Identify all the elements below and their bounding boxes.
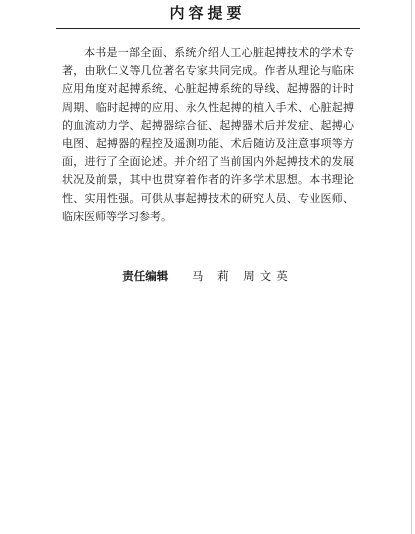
- editor-name-2: 周文英: [243, 269, 293, 283]
- page-title: 内容提要: [169, 4, 246, 22]
- editor-name-1: 马 莉: [191, 269, 234, 283]
- editors-label: 责任编辑: [122, 269, 169, 283]
- summary-paragraph: 本书是一部全面、系统介绍人工心脏起搏技术的学术专著，由耿仁义等几位著名专家共同完成。作者从理论与临床应用角度对起搏系统、心脏起搏系统的导线、起搏器的计时周期、临时起搏的应用、永久性起搏的植入手术、心脏起搏的血流动力学、起搏器综合征、起搏器术后并发症、起搏心电图、起搏器的程控及遥测功能、术后随访及注意事项等方面，进行了全面论述。并介绍了当前国内外起搏技术的发展状况及前景，其中也贯穿着作者的许多学术思想。本书理论性、实用性强。可供从事起搏技术的研究人员、专业医师、临床医师等学习参考。: [62, 46, 354, 223]
- scan-edge-line: [411, 0, 412, 534]
- title-rule: [56, 28, 360, 29]
- editors-line: [0, 268, 415, 284]
